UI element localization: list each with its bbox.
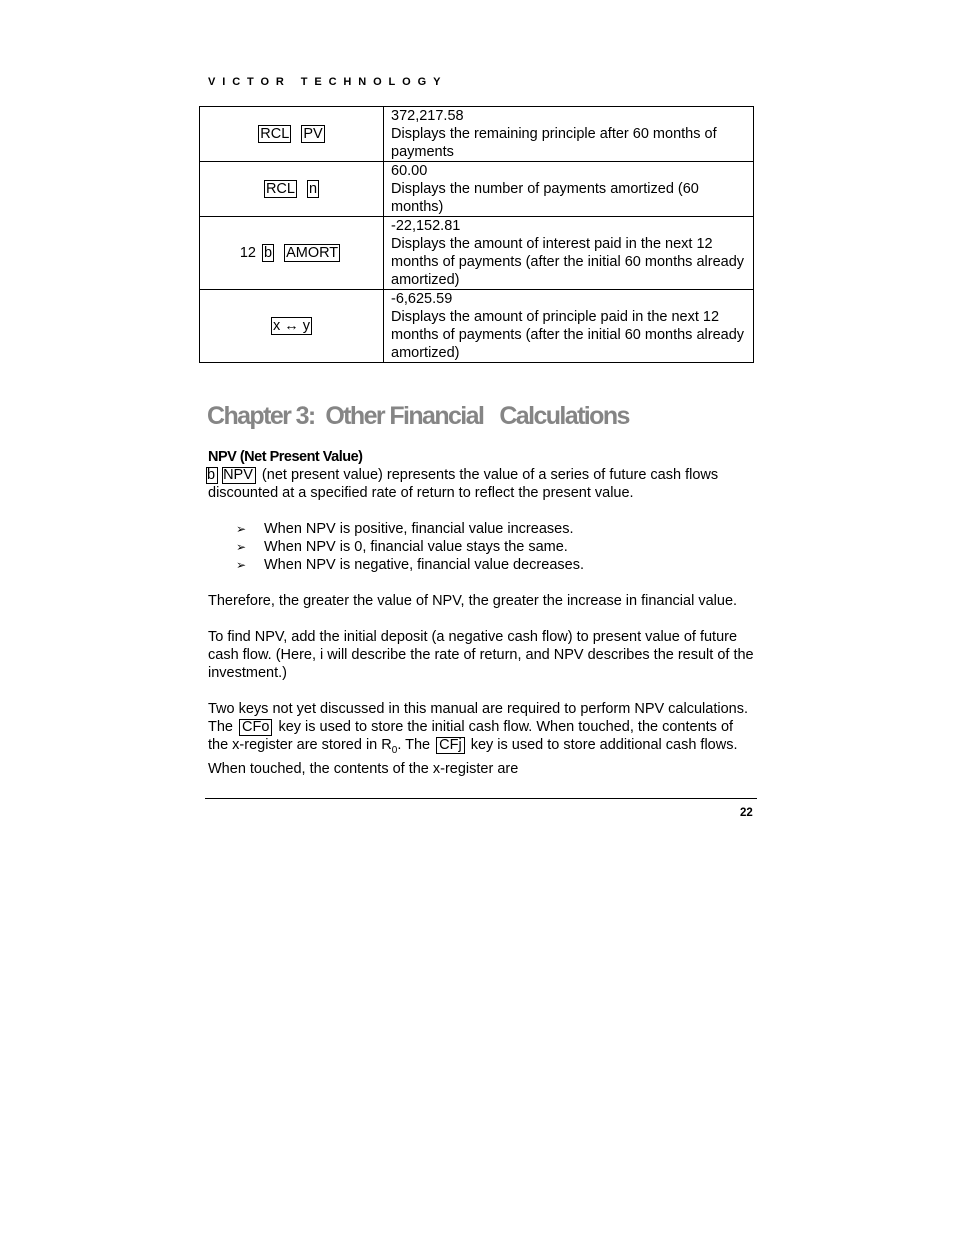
- display-value: 372,217.58: [391, 108, 464, 124]
- arrow-bullet-icon: ➢: [236, 522, 247, 536]
- section-heading: NPV (Net Present Value): [208, 449, 363, 465]
- result-cell: [384, 162, 754, 217]
- list-item: ➢ When NPV is negative, financial value decreases.: [236, 557, 584, 573]
- list-item: ➢ When NPV is 0, financial value stays the same.: [236, 539, 568, 555]
- intro-paragraph: [208, 466, 756, 502]
- display-value: -6,625.59: [391, 291, 453, 307]
- intro-text: (net present value) represents the value of a series of future cash flows discounted at a specified rate of return to reflect the present value.: [208, 467, 719, 501]
- result-cell: [384, 290, 754, 363]
- result-description: Displays the amount of interest paid in the next 12 months of payments (after the initial 60 months already amortized): [391, 236, 745, 288]
- b-key: b: [206, 467, 218, 484]
- display-value: -22,152.81: [391, 218, 461, 234]
- arrow-bullet-icon: ➢: [236, 558, 247, 572]
- paragraph: To find NPV, add the initial deposit (a negative cash flow) to present value of future cash flow. (Here, i will describe the rate of return, and NPV describes the result of the investment.): [208, 629, 754, 681]
- rcl-key: RCL: [265, 181, 295, 197]
- result-description: Displays the number of payments amortized (60 months): [391, 181, 699, 215]
- keystroke-cell: [200, 217, 384, 290]
- table-row: [200, 107, 754, 162]
- pv-key: PV: [303, 126, 323, 142]
- table-row: [200, 290, 754, 363]
- list-item: ➢ When NPV is positive, financial value increases.: [236, 521, 574, 537]
- npv-bullet-list: [208, 520, 756, 574]
- running-header: VICTOR TECHNOLOGY: [208, 76, 448, 88]
- chapter-title: Chapter 3: Other Financial Calculations: [207, 402, 629, 430]
- arrow-bullet-icon: ➢: [236, 540, 247, 554]
- keystroke-table: [199, 106, 754, 363]
- page-number: 22: [740, 807, 753, 819]
- keystroke-cell: [200, 290, 384, 363]
- swap-xy-key: x ↔ y: [272, 318, 311, 334]
- number-entry: 12: [239, 245, 256, 261]
- paragraph: Therefore, the greater the value of NPV, the greater the increase in financial value.: [208, 593, 738, 609]
- result-cell: [384, 217, 754, 290]
- npv-key: NPV: [222, 467, 256, 484]
- result-description: Displays the amount of principle paid in the next 12 months of payments (after the initial 60 months already amortized): [391, 309, 745, 361]
- n-key: n: [308, 181, 318, 197]
- amort-key: AMORT: [286, 245, 339, 261]
- cfj-key: CFj: [436, 737, 465, 754]
- b-key: b: [263, 245, 273, 261]
- table-row: [200, 217, 754, 290]
- result-description: Displays the remaining principle after 60 months of payments: [391, 126, 717, 160]
- paragraph: Two keys not yet discussed in this manual are required to perform NPV calculations. The CFo key is used to store the initial cash flow. When touched, the contents of the x-register are stored in $R_0$. The CFj key is used to store additional cash flows. When touched, the contents of the x-register are: [208, 701, 748, 777]
- cfo-key: CFo: [239, 719, 272, 736]
- table-row: [200, 162, 754, 217]
- keystroke-cell: [200, 107, 384, 162]
- result-cell: [384, 107, 754, 162]
- footer-divider: [205, 798, 757, 799]
- section-body: [208, 448, 756, 778]
- rcl-key: RCL: [260, 126, 290, 142]
- register-subscript: 0: [391, 744, 398, 756]
- display-value: 60.00: [391, 163, 428, 179]
- keystroke-cell: [200, 162, 384, 217]
